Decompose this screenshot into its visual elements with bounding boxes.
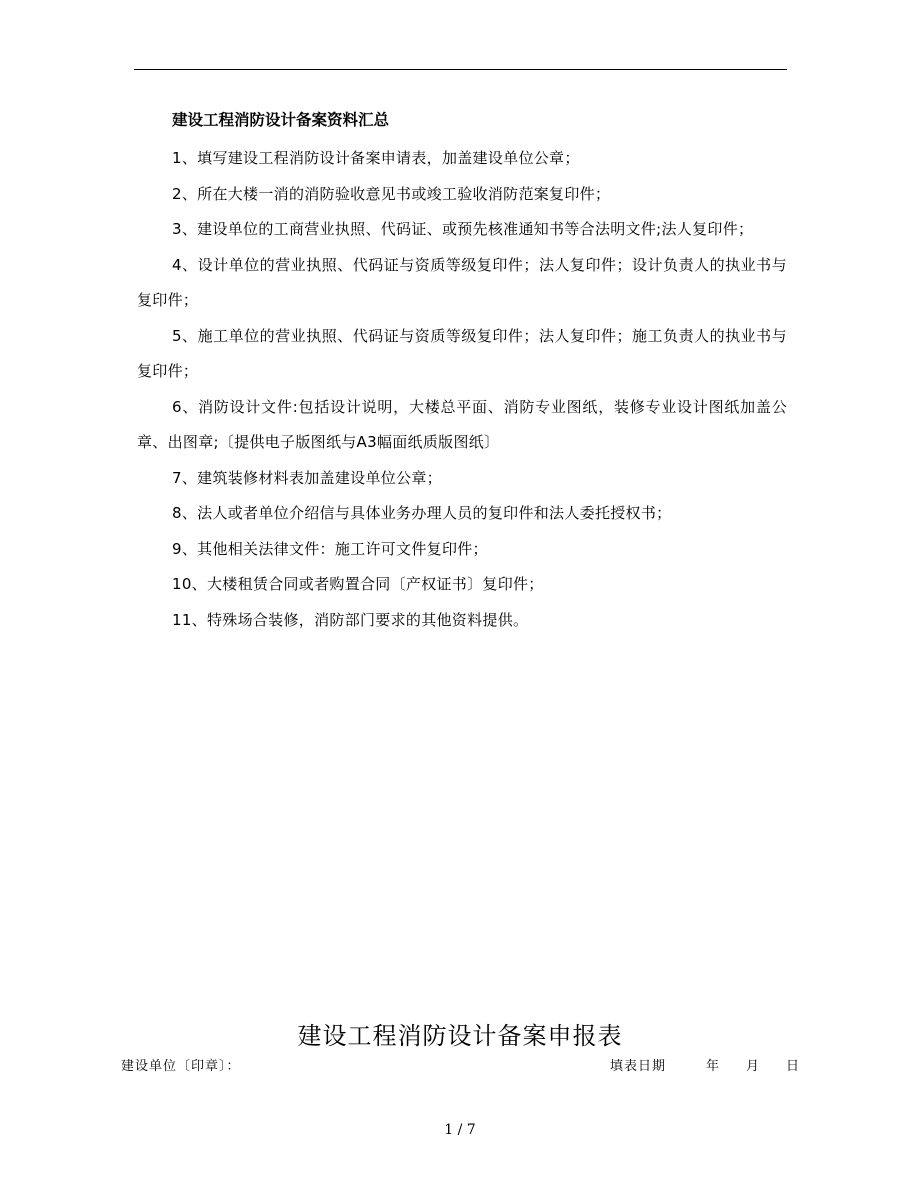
year-label: 年 [706,1059,720,1074]
list-item: 6、消防设计文件:包括设计说明，大楼总平面、消防专业图纸，装修专业设计图纸加盖公章、出图章;〔提供电子版图纸与A3幅面纸质版图纸〕 [137,397,787,451]
construction-unit-label: 建设单位〔印章〕： [121,1059,241,1074]
list-item: 11、特殊场合装修，消防部门要求的其他资料提供。 [172,610,529,629]
list-item: 5、施工单位的营业执照、代码证与资质等级复印件；法人复印件；施工负责人的执业书与复印件； [137,326,787,380]
list-item: 10、大楼租赁合同或者购置合同〔产权证书〕复印件； [172,575,544,593]
list-item: 7、建筑装修材料表加盖建设单位公章； [172,468,442,487]
list-item: 9、其他相关法律文件：施工许可文件复印件； [172,539,488,558]
header-rule [134,69,787,70]
fill-date-label: 填表日期 [610,1059,667,1074]
requirements-list [137,141,787,638]
fill-date-row [610,1057,799,1077]
list-item: 2、所在大楼一消的消防验收意见书或竣工验收消防范案复印件； [172,184,611,203]
day-label: 日 [786,1059,800,1074]
form-title: 建设工程消防设计备案申报表 [297,1022,623,1050]
list-item: 1、填写建设工程消防设计备案申请表，加盖建设单位公章； [172,149,580,167]
list-item: 3、建设单位的工商营业执照、代码证、或预先核准通知书等合法明文件;法人复印件； [172,220,754,238]
list-item: 8、法人或者单位介绍信与具体业务办理人员的复印件和法人委托授权书； [172,504,672,522]
section-title: 建设工程消防设计备案资料汇总 [172,111,390,129]
list-item: 4、设计单位的营业执照、代码证与资质等级复印件；法人复印件；设计负责人的执业书与复印件； [137,255,787,309]
month-label: 月 [746,1059,760,1074]
page-number: 1 / 7 [444,1122,476,1138]
